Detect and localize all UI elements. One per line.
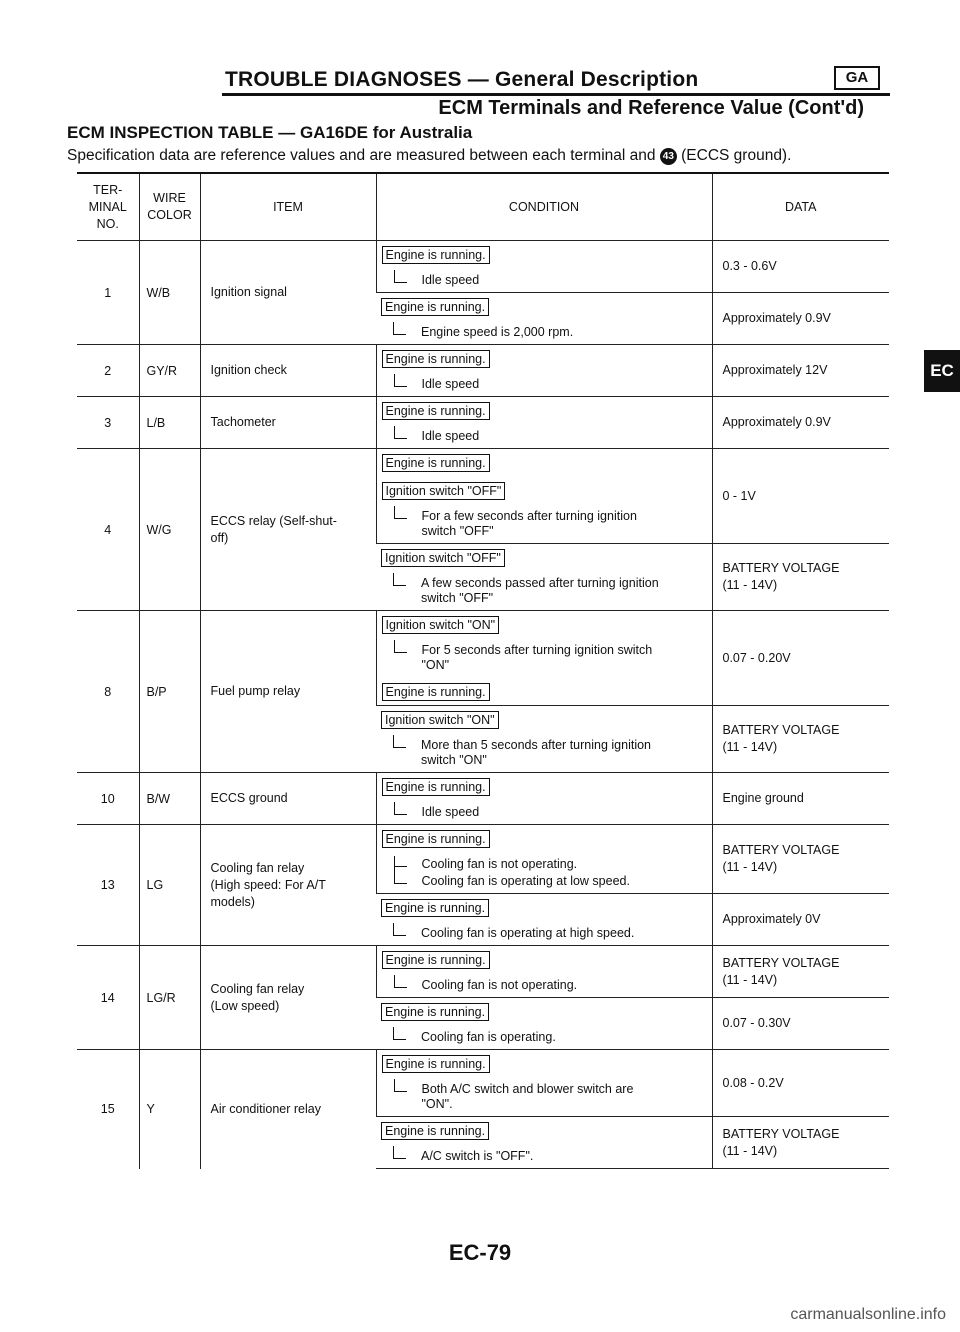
condition-detail: Engine speed is 2,000 rpm. <box>381 325 708 340</box>
data-value: 0.08 - 0.2V <box>712 1050 889 1117</box>
table-body <box>77 241 889 1169</box>
condition-detail: Cooling fan is not operating. <box>382 978 708 993</box>
condition-group <box>382 683 708 701</box>
col-header-item: ITEM <box>200 173 376 241</box>
condition-cell <box>376 544 712 611</box>
condition-detail: Idle speed <box>382 429 708 444</box>
table-row <box>77 825 889 894</box>
data-value: Approximately 0.9V <box>712 293 889 345</box>
terminal-number: 13 <box>77 825 139 946</box>
table-row <box>77 345 889 397</box>
data-value: BATTERY VOLTAGE (11 - 14V) <box>712 825 889 894</box>
condition-box: Ignition switch "ON" <box>381 711 499 729</box>
terminal-number: 1 <box>77 241 139 345</box>
condition-box: Engine is running. <box>382 778 490 796</box>
wire-color: W/B <box>139 241 200 345</box>
terminal-number: 3 <box>77 397 139 449</box>
condition-cell <box>376 397 712 449</box>
wire-color: W/G <box>139 449 200 611</box>
item-name: Tachometer <box>200 397 376 449</box>
spec-text-pre: Specification data are reference values and are measured between each terminal and <box>67 147 656 164</box>
condition-box: Ignition switch "OFF" <box>381 549 505 567</box>
data-value: Engine ground <box>712 773 889 825</box>
wire-color: B/W <box>139 773 200 825</box>
terminal-number: 8 <box>77 611 139 773</box>
condition-group <box>381 1122 708 1164</box>
condition-group <box>382 246 708 288</box>
terminal-number: 15 <box>77 1050 139 1169</box>
item-name: Cooling fan relay (High speed: For A/T models) <box>200 825 376 946</box>
condition-detail: Cooling fan is operating at high speed. <box>381 926 708 941</box>
condition-cell <box>376 293 712 345</box>
wire-color: LG <box>139 825 200 946</box>
condition-detail: For 5 seconds after turning ignition switch "ON" <box>382 643 708 673</box>
condition-cell <box>376 611 712 706</box>
data-value: Approximately 0.9V <box>712 397 889 449</box>
terminal-number: 10 <box>77 773 139 825</box>
condition-detail: For a few seconds after turning ignition switch "OFF" <box>382 509 708 539</box>
table-row <box>77 397 889 449</box>
wire-color: L/B <box>139 397 200 449</box>
specification-note <box>67 147 791 165</box>
condition-cell <box>376 1117 712 1169</box>
table-row <box>77 773 889 825</box>
table-row <box>77 611 889 706</box>
data-value: BATTERY VOLTAGE (11 - 14V) <box>712 706 889 773</box>
condition-box: Engine is running. <box>382 951 490 969</box>
condition-detail: Both A/C switch and blower switch are "ON". <box>382 1082 708 1112</box>
terminal-43-icon: 43 <box>660 148 677 165</box>
condition-detail: Idle speed <box>382 377 708 392</box>
data-value: Approximately 12V <box>712 345 889 397</box>
terminal-number: 14 <box>77 946 139 1050</box>
terminal-number: 2 <box>77 345 139 397</box>
condition-detail: Idle speed <box>382 273 708 288</box>
condition-cell <box>376 345 712 397</box>
data-value: Approximately 0V <box>712 894 889 946</box>
condition-box: Engine is running. <box>382 830 490 848</box>
condition-group <box>381 899 708 941</box>
condition-box: Engine is running. <box>382 454 490 472</box>
condition-group <box>381 298 708 340</box>
data-value: 0.07 - 0.30V <box>712 998 889 1050</box>
condition-group <box>382 350 708 392</box>
engine-badge: GA <box>834 66 880 90</box>
condition-detail: More than 5 seconds after turning ignition switch "ON" <box>381 738 708 768</box>
condition-box: Engine is running. <box>382 246 490 264</box>
item-name: Air conditioner relay <box>200 1050 376 1169</box>
data-value: 0 - 1V <box>712 449 889 544</box>
condition-detail: A/C switch is "OFF". <box>381 1149 708 1164</box>
spec-text-post: (ECCS ground). <box>681 147 792 164</box>
condition-box: Engine is running. <box>382 1055 490 1073</box>
condition-group <box>382 778 708 820</box>
item-name: Cooling fan relay (Low speed) <box>200 946 376 1050</box>
section-tab-ec: EC <box>924 350 960 392</box>
condition-cell <box>376 449 712 544</box>
site-watermark: carmanualsonline.info <box>790 1306 946 1323</box>
col-header-condition: CONDITION <box>376 173 712 241</box>
item-name: ECCS relay (Self-shut- off) <box>200 449 376 611</box>
condition-group <box>382 1055 708 1112</box>
condition-box: Engine is running. <box>381 298 489 316</box>
col-header-data: DATA <box>712 173 889 241</box>
condition-cell <box>376 1050 712 1117</box>
condition-group <box>382 616 708 673</box>
condition-group <box>382 402 708 444</box>
condition-cell <box>376 773 712 825</box>
col-header-terminal: TER- MINAL NO. <box>77 173 139 241</box>
item-name: Ignition signal <box>200 241 376 345</box>
col-header-wire-color: WIRE COLOR <box>139 173 200 241</box>
table-row <box>77 241 889 293</box>
condition-cell <box>376 894 712 946</box>
data-value: 0.3 - 0.6V <box>712 241 889 293</box>
condition-branch: Cooling fan is operating at low speed. <box>382 874 708 889</box>
condition-branch: Cooling fan is not operating. <box>382 857 708 872</box>
condition-cell <box>376 241 712 293</box>
section-title: ECM INSPECTION TABLE — GA16DE for Australia <box>67 123 473 142</box>
terminal-number: 4 <box>77 449 139 611</box>
wire-color: GY/R <box>139 345 200 397</box>
wire-color: LG/R <box>139 946 200 1050</box>
condition-group <box>381 549 708 606</box>
data-value: BATTERY VOLTAGE (11 - 14V) <box>712 544 889 611</box>
condition-box: Ignition switch "ON" <box>382 616 500 634</box>
condition-detail: Cooling fan is operating. <box>381 1030 708 1045</box>
data-value: BATTERY VOLTAGE (11 - 14V) <box>712 946 889 998</box>
table-row <box>77 1050 889 1117</box>
item-name: Fuel pump relay <box>200 611 376 773</box>
page-header-title: TROUBLE DIAGNOSES — General Description <box>225 68 699 91</box>
ecm-inspection-table <box>77 172 889 1169</box>
condition-group <box>381 1003 708 1045</box>
condition-cell <box>376 946 712 998</box>
item-name: Ignition check <box>200 345 376 397</box>
condition-box: Ignition switch "OFF" <box>382 482 506 500</box>
condition-group <box>382 454 708 472</box>
condition-detail: A few seconds passed after turning ignition switch "OFF" <box>381 576 708 606</box>
condition-box: Engine is running. <box>382 402 490 420</box>
item-name: ECCS ground <box>200 773 376 825</box>
condition-group <box>382 830 708 889</box>
table-row <box>77 449 889 544</box>
condition-group <box>381 711 708 768</box>
condition-cell <box>376 706 712 773</box>
table-row <box>77 946 889 998</box>
condition-box: Engine is running. <box>382 350 490 368</box>
table-header-row <box>77 173 889 241</box>
header-rule <box>222 93 890 96</box>
condition-group <box>382 482 708 539</box>
condition-box: Engine is running. <box>381 1122 489 1140</box>
condition-cell <box>376 825 712 894</box>
wire-color: B/P <box>139 611 200 773</box>
page-subtitle: ECM Terminals and Reference Value (Cont'd) <box>438 97 864 119</box>
condition-box: Engine is running. <box>381 1003 489 1021</box>
condition-detail: Idle speed <box>382 805 708 820</box>
condition-box: Engine is running. <box>382 683 490 701</box>
condition-box: Engine is running. <box>381 899 489 917</box>
wire-color: Y <box>139 1050 200 1169</box>
data-value: BATTERY VOLTAGE (11 - 14V) <box>712 1117 889 1169</box>
condition-cell <box>376 998 712 1050</box>
data-value: 0.07 - 0.20V <box>712 611 889 706</box>
condition-group <box>382 951 708 993</box>
page-number: EC-79 <box>448 1240 512 1265</box>
